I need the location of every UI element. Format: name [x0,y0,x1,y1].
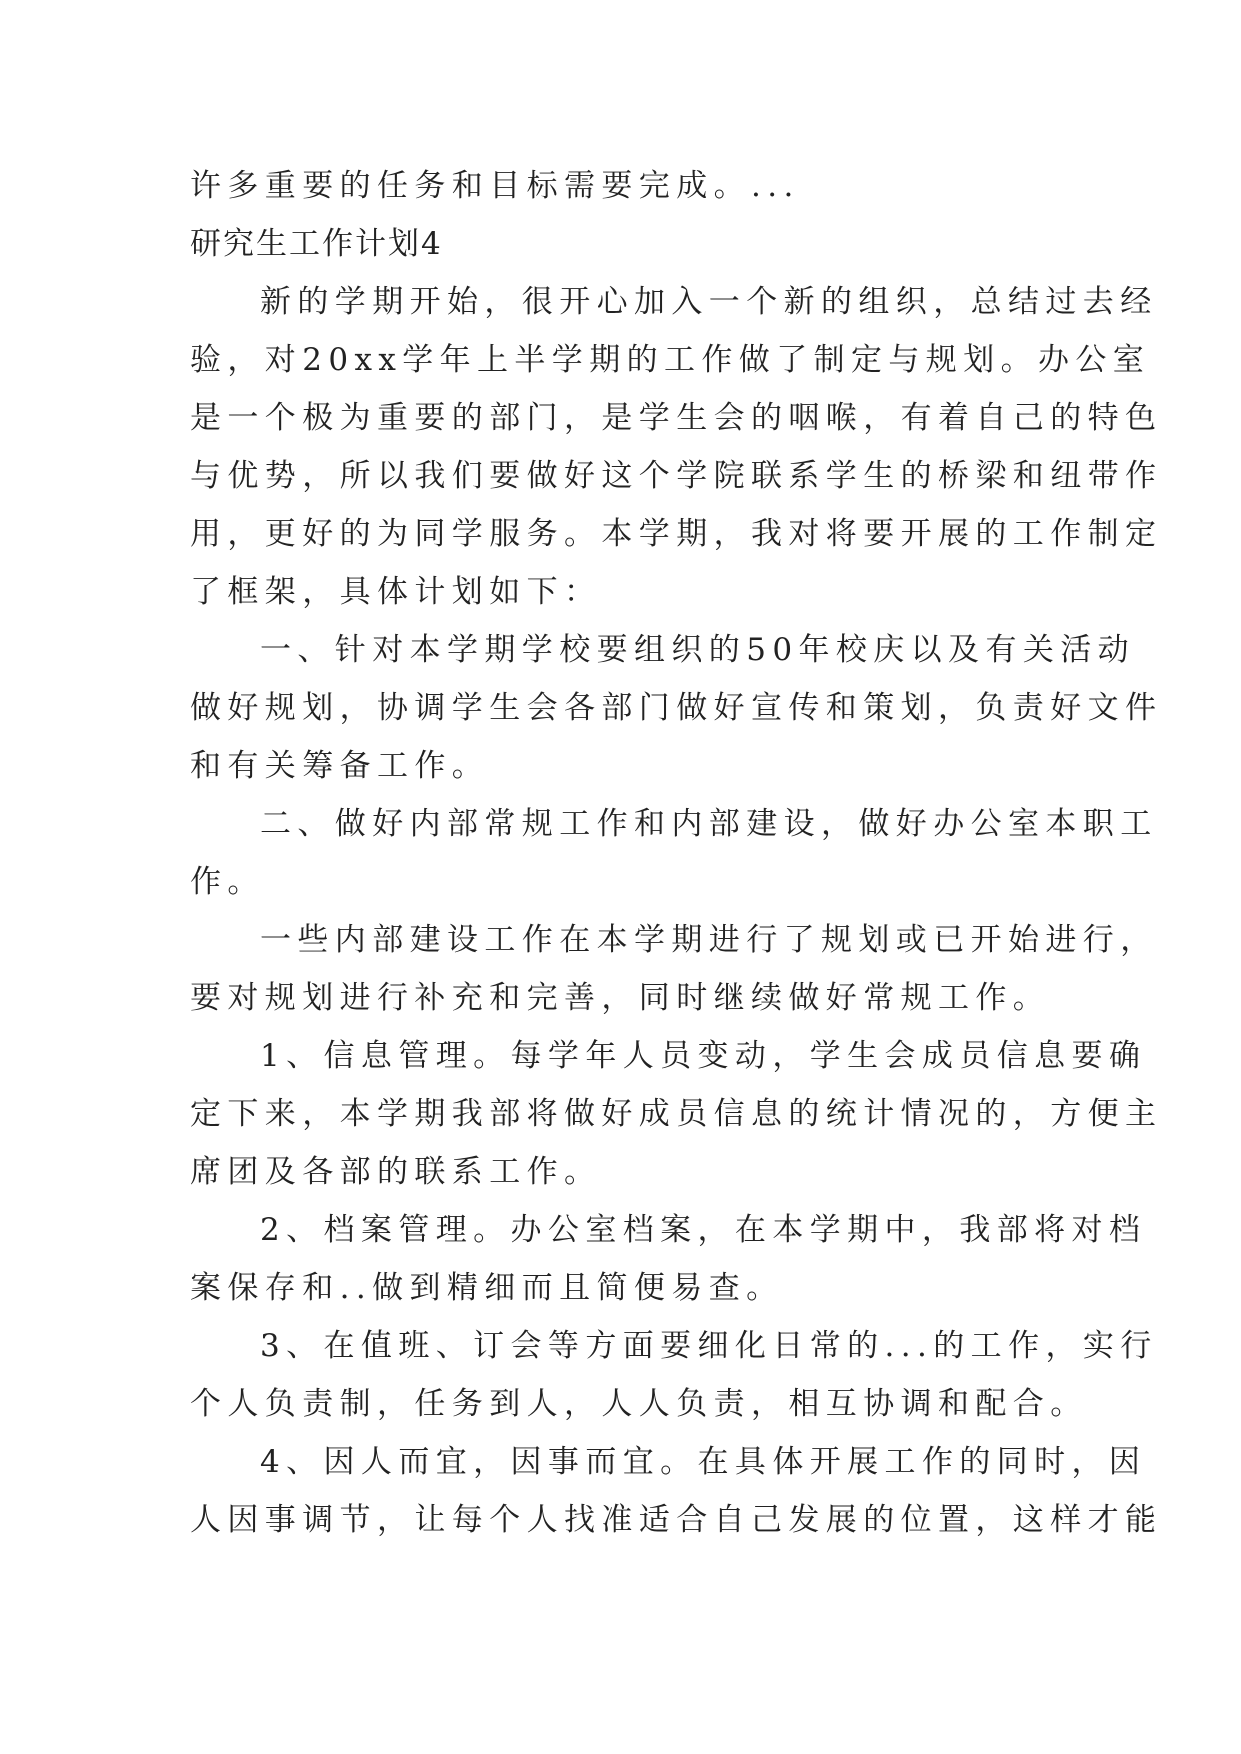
text-line: 二、做好内部常规工作和内部建设，做好办公室本职工 [260,806,1158,842]
section-heading: 研究生工作计划4 [190,226,443,262]
text-line: 定下来，本学期我部将做好成员信息的统计情况的，方便主 [190,1096,1163,1132]
text-line: 用，更好的为同学服务。本学期，我对将要开展的工作制定 [190,516,1163,552]
document-body [190,157,1163,1549]
text-line: 席团及各部的联系工作。 [190,1154,602,1190]
text-line: 要对规划进行补充和完善，同时继续做好常规工作。 [190,980,1051,1016]
text-line: 1、信息管理。每学年人员变动，学生会成员信息要确 [260,1038,1147,1074]
text-line: 了框架，具体计划如下： [190,574,602,610]
text-line: 一些内部建设工作在本学期进行了规划或已开始进行， [260,922,1158,958]
text-line: 做好规划，协调学生会各部门做好宣传和策划，负责好文件 [190,690,1163,726]
text-line: 验，对20xx学年上半学期的工作做了制定与规划。办公室 [190,342,1151,378]
text-line: 一、针对本学期学校要组织的50年校庆以及有关活动 [260,632,1136,668]
text-line: 2、档案管理。办公室档案，在本学期中，我部将对档 [260,1212,1147,1248]
text-line: 新的学期开始，很开心加入一个新的组织，总结过去经 [260,284,1158,320]
text-line: 案保存和..做到精细而且简便易查。 [190,1270,784,1306]
text-line: 个人负责制，任务到人，人人负责，相互协调和配合。 [190,1386,1088,1422]
text-line: 与优势，所以我们要做好这个学院联系学生的桥梁和纽带作 [190,458,1163,494]
text-line: 许多重要的任务和目标需要完成。... [190,168,800,204]
text-line: 是一个极为重要的部门，是学生会的咽喉，有着自己的特色 [190,400,1163,436]
text-line: 3、在值班、订会等方面要细化日常的...的工作，实行 [260,1328,1158,1364]
text-line: 作。 [190,864,265,900]
text-line: 和有关筹备工作。 [190,748,490,784]
text-line: 4、因人而宜，因事而宜。在具体开展工作的同时，因 [260,1444,1147,1480]
text-line: 人因事调节，让每个人找准适合自己发展的位置，这样才能 [190,1502,1163,1538]
